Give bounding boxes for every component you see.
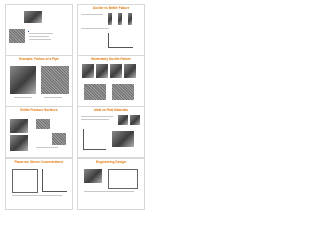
- micrograph-left: [84, 84, 106, 100]
- failure-stage-4: [124, 64, 136, 78]
- text-line: [81, 14, 103, 15]
- design-photo: [84, 169, 102, 183]
- surface-photo: [9, 29, 25, 43]
- text-line: [12, 195, 62, 196]
- slide-8: [77, 158, 145, 210]
- slide-3: [5, 55, 73, 107]
- slide-title: Moderately Ductile Failure: [91, 57, 131, 61]
- slide-1: [5, 4, 73, 56]
- slide-title: Engineering Design: [96, 160, 126, 164]
- failure-stage-3: [110, 64, 122, 78]
- fracture-photo: [24, 11, 42, 23]
- text-line: [81, 119, 109, 120]
- text-line: [44, 97, 62, 98]
- text-line: [29, 36, 49, 37]
- micrograph-right: [112, 84, 134, 100]
- fracture-photo-a: [10, 119, 28, 133]
- strength-graph: [83, 129, 106, 150]
- text-line: [81, 28, 109, 29]
- slide-4: [77, 55, 145, 107]
- text-line: [84, 191, 134, 192]
- material-photo: [130, 115, 140, 125]
- specimen-photo: [112, 131, 134, 147]
- design-diagram: [108, 169, 138, 189]
- text-line: [81, 116, 113, 117]
- moderate-specimen: [118, 13, 122, 25]
- text-line: [29, 33, 53, 34]
- stress-strain-plot: [108, 33, 133, 48]
- slide-7: [5, 158, 73, 210]
- fracture-micrograph: [36, 119, 50, 129]
- failure-stage-1: [82, 64, 94, 78]
- slide-5: [5, 106, 73, 158]
- pipe-photo-right: [41, 66, 69, 94]
- slide-title: Flaws are Stress Concentrators!: [14, 160, 64, 164]
- pipe-photo-left: [10, 66, 36, 94]
- failure-stage-2: [96, 64, 108, 78]
- fracture-photo-b: [10, 135, 28, 151]
- slide-6: [77, 106, 145, 158]
- brittle-specimen: [128, 13, 132, 25]
- stress-plot: [42, 169, 67, 192]
- fracture-micrograph: [52, 133, 66, 145]
- slide-2: [77, 4, 145, 56]
- ductile-specimen: [108, 13, 112, 25]
- slide-title: Example: Failure of a Pipe: [19, 57, 59, 61]
- text-line: [14, 97, 32, 98]
- slide-title: Ideal vs Real Materials: [93, 108, 129, 112]
- stress-diagram: [12, 169, 38, 193]
- slide-title: Ductile vs Brittle Failure: [92, 6, 130, 10]
- text-line: [29, 39, 51, 40]
- material-photo: [118, 115, 128, 125]
- slide-title: Brittle Fracture Surfaces: [20, 108, 58, 112]
- text-line: [36, 147, 58, 148]
